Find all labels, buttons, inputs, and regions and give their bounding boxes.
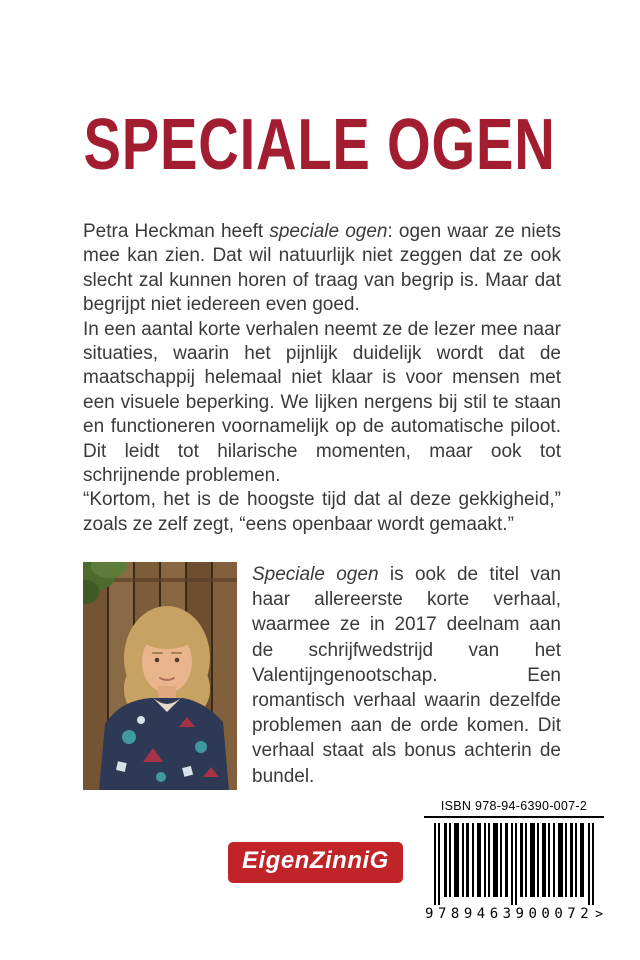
publisher-logo: EigenZinniG xyxy=(228,842,403,883)
blurb xyxy=(83,220,561,537)
barcode-arrow: > xyxy=(595,906,603,922)
paragraph: “Kortom, het is de hoogste tijd dat al deze gekkigheid,” zoals ze zelf zegt, “eens openbaar wordt gemaakt.” xyxy=(83,489,561,535)
author-note xyxy=(252,562,561,790)
paragraph xyxy=(83,220,561,318)
title-wrap xyxy=(0,104,640,186)
blurb-italic: speciale ogen xyxy=(269,221,388,242)
blurb-text: Petra Heckman heeft xyxy=(83,221,270,242)
isbn-label: ISBN 978-94-6390-007-2 xyxy=(440,799,588,813)
author-photo-illustration xyxy=(83,562,237,790)
note-italic: Speciale ogen xyxy=(252,564,379,585)
note-text: is ook de titel van haar allereerste korte verhaal, waarmee ze in 2017 deelnam aan de schrijfwedstrijd van het Valentijngenootschap. Een romantisch verhaal waarin dezelfde problemen aan de orde komen. Dit verhaal staat als bonus achterin de bundel. xyxy=(252,564,561,787)
isbn-block xyxy=(424,799,604,922)
barcode xyxy=(432,823,596,905)
blurb-text: : ogen waar ze niets mee kan zien. Dat wil natuurlijk niet zeggen dat ze ook slecht zal kunnen horen of traag van begrip is. Maar dat begrijpt niet iedereen even goed. xyxy=(83,221,561,316)
book-title: SPECIALE OGEN xyxy=(83,105,556,185)
author-photo xyxy=(83,562,237,790)
author-section xyxy=(83,562,561,790)
barcode-digits: 9789463900072 xyxy=(425,906,594,922)
paragraph: In een aantal korte verhalen neemt ze de lezer mee naar situaties, waarin het pijnlijk duidelijk wordt dat de maatschappij helemaal niet klaar is voor mensen met een visuele beperking. We lijken nergens bij stil te staan en functioneren voornamelijk op de automatische piloot. Dit leidt tot hilarische momenten, maar ook tot schrijnende problemen. xyxy=(83,318,561,487)
barcode-digits-row xyxy=(424,906,604,922)
isbn-divider xyxy=(424,816,604,818)
paragraph xyxy=(252,562,561,789)
